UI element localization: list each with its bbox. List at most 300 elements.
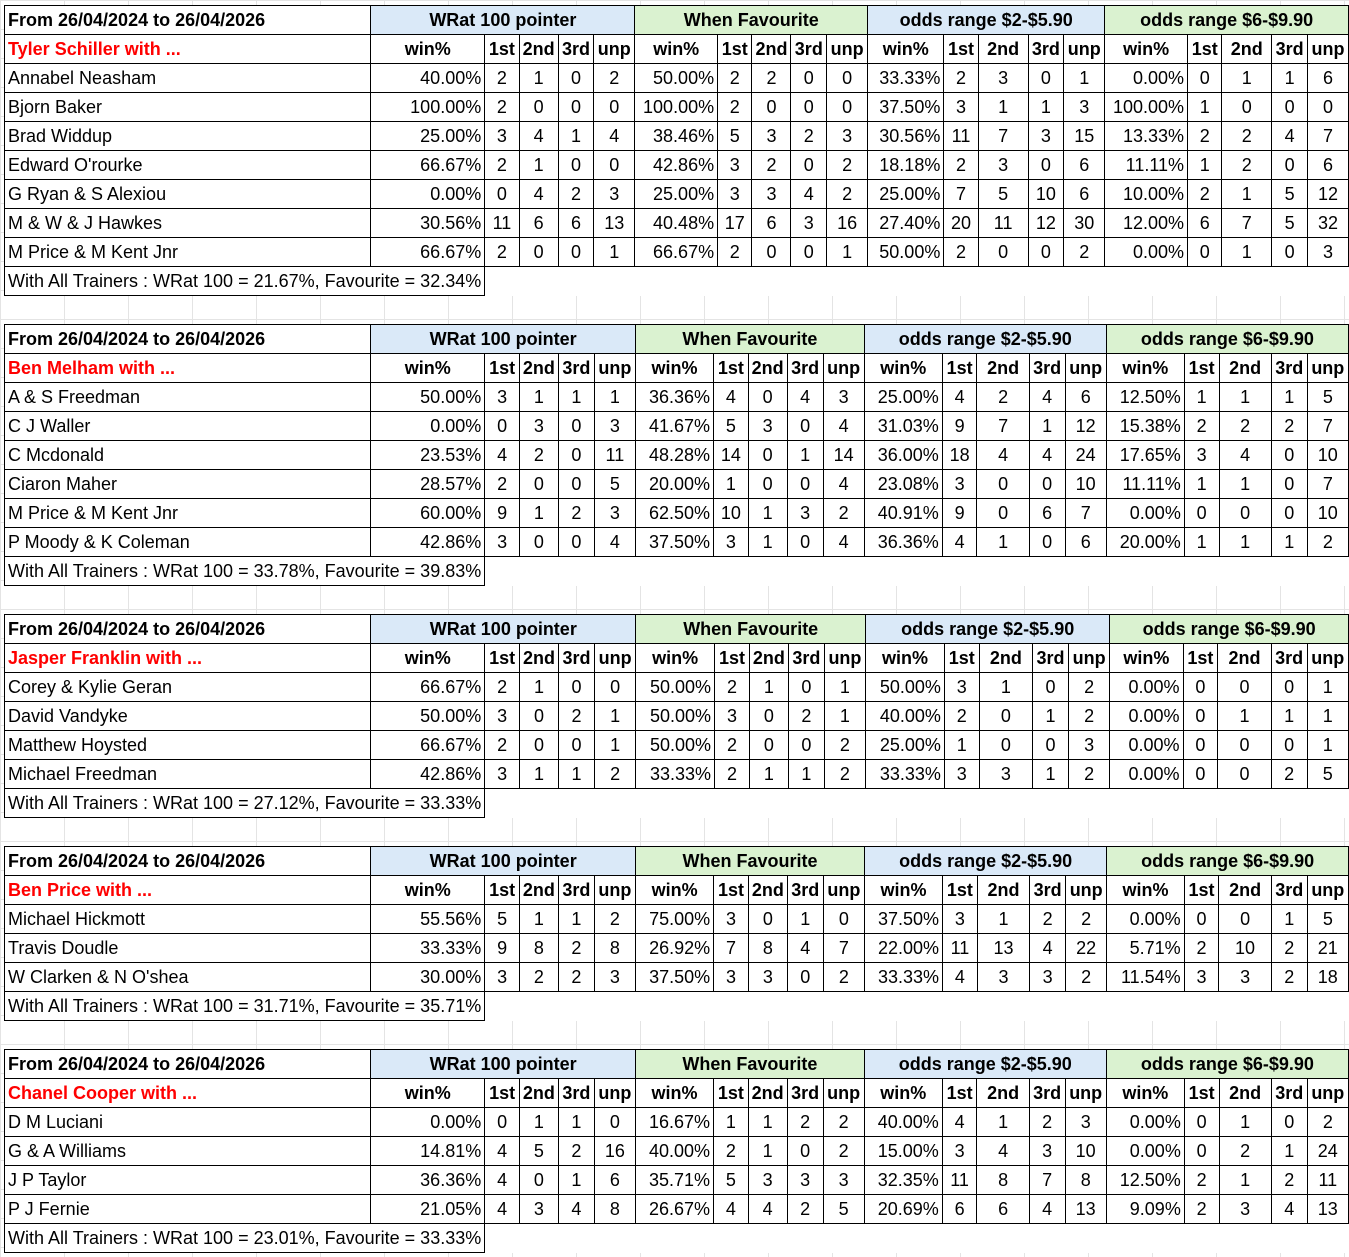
stat-cell: 3	[718, 180, 752, 209]
stat-cell: 7	[1222, 209, 1272, 238]
stat-cell: 0	[788, 731, 824, 760]
stat-cell: 0	[977, 499, 1029, 528]
trainer-stats-table	[4, 1049, 1349, 1253]
stat-cell: 2	[1029, 1108, 1065, 1137]
stat-cell: 3	[1028, 122, 1064, 151]
column-header-row	[5, 1079, 1349, 1108]
stat-cell: 4	[977, 1137, 1029, 1166]
group-header: odds range $6-$9.90	[1105, 6, 1349, 35]
stat-cell: 6	[1307, 151, 1348, 180]
stat-cell: 2	[827, 151, 868, 180]
stat-cell: 5	[1307, 383, 1348, 412]
column-header: unp	[1065, 354, 1106, 383]
stat-cell: 6	[977, 1195, 1029, 1224]
stat-cell: 3	[827, 122, 868, 151]
stat-cell: 2	[1271, 412, 1307, 441]
stat-cell: 25.00%	[868, 180, 944, 209]
stat-cell: 0	[749, 731, 788, 760]
stat-cell: 4	[1029, 383, 1065, 412]
stat-cell: 7	[1307, 412, 1348, 441]
column-header: 1st	[714, 876, 749, 905]
stat-cell: 4	[519, 122, 558, 151]
group-header: odds range $6-$9.90	[1110, 615, 1349, 644]
stat-cell: 3	[978, 151, 1028, 180]
stat-cell: 21	[1307, 934, 1348, 963]
stat-cell: 2	[1271, 934, 1307, 963]
stat-cell: 0	[1218, 760, 1271, 789]
stat-cell: 2	[1219, 1137, 1271, 1166]
stat-cell: 3	[943, 905, 978, 934]
column-header: 1st	[1184, 1079, 1219, 1108]
stat-cell: 35.71%	[635, 1166, 713, 1195]
stat-cell: 2	[485, 151, 519, 180]
stat-cell: 33.33%	[371, 934, 485, 963]
stat-cell: 2	[944, 702, 979, 731]
stat-cell: 0	[978, 238, 1028, 267]
group-header-row	[5, 847, 1349, 876]
stat-cell: 1	[559, 760, 595, 789]
column-header: 2nd	[1219, 354, 1271, 383]
stat-cell: 1	[558, 1166, 594, 1195]
table-row	[5, 528, 1349, 557]
stat-cell: 22	[1066, 934, 1107, 963]
stat-cell: 1	[519, 383, 558, 412]
stat-cell: 4	[942, 1108, 977, 1137]
stat-cell: 1	[519, 499, 558, 528]
stat-cell: 3	[791, 209, 827, 238]
stat-cell: 3	[485, 702, 520, 731]
stat-cell: 2	[944, 64, 978, 93]
stat-cell: 50.00%	[868, 238, 944, 267]
stat-cell: 15.38%	[1106, 412, 1184, 441]
stat-cell: 0.00%	[1110, 673, 1183, 702]
stat-cell: 1	[1064, 64, 1105, 93]
stat-cell: 0	[559, 673, 595, 702]
stat-cell: 0.00%	[1107, 905, 1184, 934]
stat-cell: 0	[485, 412, 520, 441]
stat-cell: 1	[1271, 528, 1307, 557]
stat-cell: 2	[823, 963, 864, 992]
stat-cell: 33.33%	[868, 64, 944, 93]
stat-cell: 1	[520, 673, 559, 702]
trainer-name: David Vandyke	[5, 702, 371, 731]
stat-cell: 0	[519, 93, 558, 122]
column-header: win%	[868, 35, 944, 64]
stat-cell: 2	[1030, 905, 1066, 934]
summary-row	[5, 789, 1349, 818]
table-row	[5, 122, 1349, 151]
table-row	[5, 760, 1349, 789]
stat-cell: 3	[485, 963, 520, 992]
stat-cell: 0	[1183, 702, 1218, 731]
table-row	[5, 1137, 1349, 1166]
stat-cell: 0	[1307, 93, 1348, 122]
column-header: 3rd	[558, 35, 594, 64]
group-header: WRat 100 pointer	[371, 615, 636, 644]
column-header: 1st	[942, 1079, 977, 1108]
stat-cell: 33.33%	[864, 963, 942, 992]
stat-cell: 15.00%	[864, 1137, 942, 1166]
stat-cell: 0	[787, 963, 823, 992]
stat-cell: 1	[558, 122, 594, 151]
stat-cell: 0	[1272, 93, 1308, 122]
stat-cell: 4	[485, 1195, 520, 1224]
group-header: WRat 100 pointer	[371, 847, 636, 876]
stat-cell: 4	[558, 1195, 594, 1224]
stat-cell: 1	[824, 673, 865, 702]
table-row	[5, 731, 1349, 760]
trainer-name: M Price & M Kent Jnr	[5, 238, 371, 267]
column-header: win%	[635, 1079, 713, 1108]
stat-cell: 62.50%	[635, 499, 713, 528]
column-header: 3rd	[1033, 644, 1069, 673]
stat-cell: 75.00%	[636, 905, 714, 934]
column-header: 2nd	[979, 644, 1032, 673]
stat-cell: 0	[748, 383, 787, 412]
stat-cell: 0	[558, 441, 594, 470]
column-header: 2nd	[748, 1079, 787, 1108]
jockey-name: Ben Melham with ...	[5, 354, 371, 383]
stat-cell: 3	[1029, 1137, 1065, 1166]
stat-cell: 0	[558, 470, 594, 499]
trainer-name: M & W & J Hawkes	[5, 209, 371, 238]
summary-row	[5, 557, 1349, 586]
summary-row	[5, 1224, 1349, 1253]
trainer-name: C J Waller	[5, 412, 371, 441]
stat-cell: 2	[715, 673, 750, 702]
column-header: unp	[594, 35, 635, 64]
stat-cell: 6	[1065, 383, 1106, 412]
stat-cell: 50.00%	[371, 383, 485, 412]
stat-cell: 16	[827, 209, 868, 238]
stat-cell: 1	[1219, 1166, 1271, 1195]
stat-cell: 2	[1066, 905, 1107, 934]
stat-cell: 0	[791, 64, 827, 93]
stat-cell: 10	[1307, 441, 1348, 470]
stat-cell: 23.53%	[371, 441, 485, 470]
column-header: unp	[1307, 644, 1348, 673]
summary-text: With All Trainers : WRat 100 = 23.01%, Favourite = 33.33%	[5, 1224, 485, 1253]
stat-cell: 1	[594, 702, 635, 731]
stat-cell: 1	[558, 383, 594, 412]
stat-cell: 3	[714, 905, 749, 934]
column-header: win%	[1107, 876, 1184, 905]
column-header: win%	[371, 876, 485, 905]
stat-cell: 0	[519, 1166, 558, 1195]
table-row	[5, 93, 1349, 122]
stat-cell: 0	[1271, 441, 1307, 470]
column-header: 2nd	[1219, 876, 1271, 905]
stat-cell: 50.00%	[636, 673, 715, 702]
stat-cell: 13	[594, 209, 635, 238]
date-range-cell: From 26/04/2024 to 26/04/2026	[5, 615, 371, 644]
group-header: odds range $6-$9.90	[1107, 847, 1349, 876]
stat-cell: 9	[485, 934, 520, 963]
stat-cell: 2	[1222, 151, 1272, 180]
column-header: unp	[823, 354, 864, 383]
stat-cell: 0	[1184, 1108, 1219, 1137]
stat-cell: 11	[943, 934, 978, 963]
table-row	[5, 1195, 1349, 1224]
stat-cell: 0	[1272, 151, 1308, 180]
stat-cell: 1	[824, 702, 865, 731]
stat-cell: 1	[519, 151, 558, 180]
column-header: 3rd	[1272, 35, 1308, 64]
stat-cell: 3	[787, 499, 823, 528]
column-header-row	[5, 35, 1349, 64]
stat-cell: 2	[1222, 122, 1272, 151]
stat-cell: 2	[752, 64, 791, 93]
stat-cell: 1	[1271, 383, 1307, 412]
group-header: WRat 100 pointer	[371, 6, 635, 35]
column-header: 2nd	[748, 354, 787, 383]
stat-cell: 1	[748, 1137, 787, 1166]
stat-cell: 3	[715, 702, 750, 731]
stat-cell: 0	[1033, 673, 1069, 702]
column-header: 3rd	[558, 1079, 594, 1108]
stat-cell: 6	[519, 209, 558, 238]
trainer-stats-table	[4, 5, 1349, 296]
stat-cell: 9	[942, 412, 977, 441]
stat-cell: 1	[594, 238, 635, 267]
stat-cell: 0	[979, 702, 1032, 731]
stat-cell: 4	[519, 180, 558, 209]
stat-cell: 2	[485, 731, 520, 760]
stat-cell: 4	[594, 528, 635, 557]
stat-cell: 0	[1272, 238, 1308, 267]
table-row	[5, 383, 1349, 412]
table-row	[5, 702, 1349, 731]
stat-cell: 11	[1307, 1166, 1348, 1195]
stat-cell: 9	[942, 499, 977, 528]
column-header: 1st	[942, 354, 977, 383]
column-header: 1st	[485, 644, 520, 673]
stat-cell: 22.00%	[864, 934, 942, 963]
stat-cell: 10	[1065, 470, 1106, 499]
stat-cell: 0	[791, 93, 827, 122]
stat-cell: 3	[594, 499, 635, 528]
stat-cell: 2	[1219, 412, 1271, 441]
stat-cell: 0	[1184, 905, 1219, 934]
stat-cell: 4	[1029, 441, 1065, 470]
column-header: 1st	[485, 35, 519, 64]
stat-cell: 12	[1065, 412, 1106, 441]
column-header: 2nd	[1219, 1079, 1271, 1108]
stat-cell: 0	[1183, 673, 1218, 702]
empty-cell	[485, 267, 1349, 296]
group-header: odds range $2-$5.90	[868, 6, 1105, 35]
group-header: odds range $2-$5.90	[864, 325, 1106, 354]
stat-cell: 8	[748, 934, 787, 963]
stat-cell: 2	[714, 1137, 749, 1166]
column-header: win%	[864, 1079, 942, 1108]
group-header: odds range $6-$9.90	[1106, 1050, 1348, 1079]
stat-cell: 2	[715, 760, 750, 789]
column-header: 3rd	[558, 876, 594, 905]
column-header: 3rd	[1271, 876, 1307, 905]
stat-cell: 5	[1272, 209, 1308, 238]
stat-cell: 2	[1068, 673, 1109, 702]
stat-cell: 0	[1271, 499, 1307, 528]
column-header: 2nd	[752, 35, 791, 64]
stat-cell: 0	[1029, 470, 1065, 499]
stat-cell: 0	[485, 1108, 520, 1137]
column-header: 2nd	[748, 876, 787, 905]
stat-cell: 4	[787, 934, 823, 963]
stat-cell: 1	[749, 760, 788, 789]
stat-cell: 30.56%	[868, 122, 944, 151]
table-row	[5, 905, 1349, 934]
empty-cell	[485, 557, 1349, 586]
stat-cell: 10	[1219, 934, 1271, 963]
table-row	[5, 209, 1349, 238]
stat-cell: 1	[1029, 412, 1065, 441]
stat-cell: 1	[1033, 702, 1069, 731]
stat-cell: 0	[594, 93, 635, 122]
stat-cell: 41.67%	[635, 412, 713, 441]
stat-cell: 40.00%	[635, 1137, 713, 1166]
stat-cell: 1	[1218, 702, 1271, 731]
empty-cell	[485, 992, 1349, 1021]
stat-cell: 30.56%	[371, 209, 485, 238]
stat-cell: 100.00%	[635, 93, 718, 122]
trainer-name: A & S Freedman	[5, 383, 371, 412]
column-header-row	[5, 354, 1349, 383]
column-header: unp	[1068, 644, 1109, 673]
summary-text: With All Trainers : WRat 100 = 21.67%, Favourite = 32.34%	[5, 267, 485, 296]
stat-cell: 11	[978, 209, 1028, 238]
stat-cell: 2	[977, 383, 1029, 412]
stat-cell: 8	[1065, 1166, 1106, 1195]
stat-cell: 0	[519, 238, 558, 267]
stat-cell: 3	[748, 1166, 787, 1195]
stat-cell: 3	[787, 1166, 823, 1195]
stat-cell: 1	[519, 905, 558, 934]
stat-cell: 4	[714, 1195, 749, 1224]
stat-cell: 0.00%	[1106, 1137, 1184, 1166]
stat-cell: 23.08%	[864, 470, 942, 499]
stat-cell: 2	[718, 238, 752, 267]
column-header: 3rd	[787, 354, 823, 383]
trainer-name: Michael Hickmott	[5, 905, 371, 934]
stat-cell: 2	[1184, 1166, 1219, 1195]
stat-cell: 0	[787, 470, 823, 499]
stat-cell: 3	[752, 122, 791, 151]
stat-cell: 2	[718, 64, 752, 93]
stat-cell: 5	[1272, 180, 1308, 209]
stat-cell: 0.00%	[1105, 64, 1188, 93]
stat-cell: 3	[977, 963, 1029, 992]
stat-cell: 13	[1065, 1195, 1106, 1224]
stat-cell: 0	[749, 702, 788, 731]
stat-cell: 66.67%	[635, 238, 718, 267]
stat-cell: 1	[1271, 905, 1307, 934]
stat-cell: 11.11%	[1106, 470, 1184, 499]
stat-cell: 1	[827, 238, 868, 267]
stat-cell: 10.00%	[1105, 180, 1188, 209]
column-header: 1st	[714, 354, 749, 383]
stat-cell: 0	[1219, 905, 1271, 934]
stat-cell: 0	[1028, 64, 1064, 93]
stat-cell: 0	[519, 470, 558, 499]
stat-cell: 0	[787, 528, 823, 557]
stat-cell: 50.00%	[635, 64, 718, 93]
column-header: win%	[1110, 644, 1183, 673]
stat-cell: 7	[1065, 499, 1106, 528]
stat-cell: 0	[1188, 64, 1222, 93]
stat-cell: 2	[594, 905, 635, 934]
stat-cell: 36.36%	[635, 383, 713, 412]
stat-cell: 2	[485, 64, 519, 93]
trainer-name: P Moody & K Coleman	[5, 528, 371, 557]
stat-cell: 6	[752, 209, 791, 238]
column-header: 3rd	[791, 35, 827, 64]
stat-cell: 2	[1066, 963, 1107, 992]
stat-cell: 1	[977, 905, 1029, 934]
stat-cell: 4	[1272, 122, 1308, 151]
stat-cell: 7	[1307, 122, 1348, 151]
stat-cell: 2	[715, 731, 750, 760]
stat-cell: 2	[1184, 1195, 1219, 1224]
stat-cell: 20.00%	[1106, 528, 1184, 557]
stat-cell: 2	[823, 1137, 864, 1166]
stat-cell: 17	[718, 209, 752, 238]
stat-cell: 4	[823, 412, 864, 441]
stat-cell: 6	[1065, 528, 1106, 557]
stat-cell: 2	[1307, 528, 1348, 557]
stat-cell: 1	[1219, 1108, 1271, 1137]
stat-cell: 8	[594, 934, 635, 963]
column-header: 2nd	[1222, 35, 1272, 64]
column-header: win%	[371, 35, 485, 64]
stat-cell: 0.00%	[1110, 702, 1183, 731]
column-header: 1st	[485, 354, 520, 383]
stat-cell: 27.40%	[868, 209, 944, 238]
stat-cell: 14	[823, 441, 864, 470]
stat-cell: 4	[1271, 1195, 1307, 1224]
trainer-name: Michael Freedman	[5, 760, 371, 789]
trainer-name: C Mcdonald	[5, 441, 371, 470]
group-header: When Favourite	[636, 615, 866, 644]
table-row	[5, 1166, 1349, 1195]
stat-cell: 2	[823, 1108, 864, 1137]
stat-cell: 1	[558, 1108, 594, 1137]
stat-cell: 66.67%	[371, 673, 485, 702]
jockey-name: Ben Price with ...	[5, 876, 371, 905]
stat-cell: 11.54%	[1107, 963, 1184, 992]
group-header: odds range $2-$5.90	[864, 1050, 1106, 1079]
stat-cell: 3	[944, 673, 979, 702]
stat-cell: 2	[1064, 238, 1105, 267]
stat-cell: 0	[1033, 731, 1069, 760]
stat-cell: 1	[1307, 673, 1348, 702]
stat-cell: 0	[558, 64, 594, 93]
stat-cell: 4	[942, 383, 977, 412]
stat-cell: 40.91%	[864, 499, 942, 528]
stat-cell: 30.00%	[371, 963, 485, 992]
trainer-name: Travis Doudle	[5, 934, 371, 963]
stat-cell: 2	[558, 499, 594, 528]
stat-cell: 3	[944, 760, 979, 789]
stat-cell: 0	[594, 1108, 635, 1137]
stat-cell: 0	[1271, 673, 1307, 702]
stat-cell: 6	[594, 1166, 635, 1195]
stat-cell: 3	[823, 383, 864, 412]
stat-cell: 0	[787, 412, 823, 441]
stat-cell: 9.09%	[1106, 1195, 1184, 1224]
column-header: 2nd	[977, 354, 1029, 383]
stat-cell: 37.50%	[868, 93, 944, 122]
